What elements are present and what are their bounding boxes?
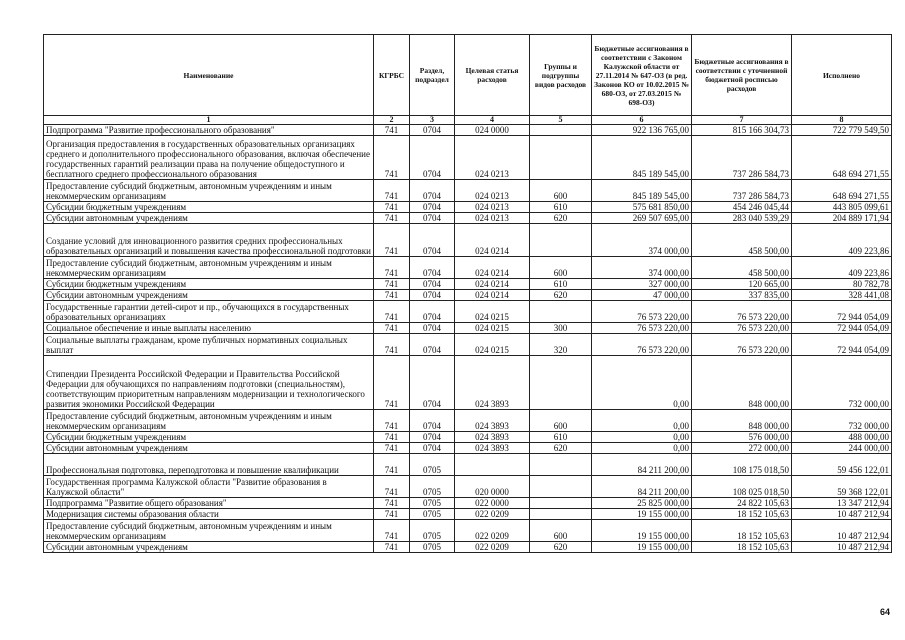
cell-cel: 022 0209	[455, 509, 530, 520]
cell-assignments-refined: 18 152 105,63	[692, 520, 792, 542]
cell-executed: 10 487 212,94	[792, 520, 892, 542]
cell-cel: 022 0209	[455, 520, 530, 542]
cell-razdel: 0705	[410, 542, 455, 553]
cell-cel: 024 0215	[455, 334, 530, 356]
cell-name: Организация предоставления в государственных образовательных организациях среднего и дополнительного профессионального образования, включая обеспечение государственных гарантий реализации права на получение общедоступного и бесплатного среднего профессионального образования	[44, 136, 374, 180]
cell-cel: 024 0213	[455, 136, 530, 180]
cell-name: Создание условий для инновационного развития средних профессиональных образовательных организаций и повышения качества профессиональной подготовки	[44, 224, 374, 257]
cell-razdel: 0705	[410, 454, 455, 476]
cell-cel: 022 0209	[455, 542, 530, 553]
cell-razdel: 0704	[410, 323, 455, 334]
cell-assignments-refined: 458 500,00	[692, 224, 792, 257]
table-row	[44, 257, 892, 279]
cell-kgrbs: 741	[374, 454, 410, 476]
cell-executed: 443 805 099,61	[792, 202, 892, 213]
cell-kgrbs: 741	[374, 257, 410, 279]
cell-cel: 022 0000	[455, 498, 530, 509]
col-number: 6	[592, 116, 692, 125]
cell-vid: 600	[530, 257, 592, 279]
cell-assignments-refined: 737 286 584,73	[692, 136, 792, 180]
cell-vid: 620	[530, 443, 592, 454]
cell-cel: 024 3893	[455, 356, 530, 410]
cell-name: Подпрограмма "Развитие профессионального образования"	[44, 125, 374, 136]
cell-assignments-refined: 283 040 539,29	[692, 213, 792, 224]
cell-executed: 244 000,00	[792, 443, 892, 454]
cell-kgrbs: 741	[374, 334, 410, 356]
cell-executed: 409 223,86	[792, 224, 892, 257]
cell-cel: 024 0213	[455, 213, 530, 224]
cell-name: Предоставление субсидий бюджетным, автономным учреждениям и иным некоммерческим организациям	[44, 180, 374, 202]
cell-executed: 732 000,00	[792, 356, 892, 410]
cell-assignments-law: 19 155 000,00	[592, 509, 692, 520]
cell-kgrbs: 741	[374, 542, 410, 553]
col-header-assignments-law: Бюджетные ассигнования в соответствии с Законом Калужской области от 27.11.2014 № 647-ОЗ (в ред. Законов КО от 10.02.2015 № 680-ОЗ, от 27.03.2015 № 698-ОЗ)	[592, 35, 692, 116]
cell-vid	[530, 498, 592, 509]
cell-executed: 204 889 171,94	[792, 213, 892, 224]
table-row	[44, 202, 892, 213]
cell-vid	[530, 476, 592, 498]
cell-razdel: 0704	[410, 279, 455, 290]
cell-vid	[530, 454, 592, 476]
col-header-assignments-refined: Бюджетные ассигнования в соответствии с уточненной бюджетной росписью расходов	[692, 35, 792, 116]
cell-cel: 024 0215	[455, 323, 530, 334]
cell-name: Модернизация системы образования области	[44, 509, 374, 520]
cell-executed: 59 368 122,01	[792, 476, 892, 498]
cell-vid: 610	[530, 279, 592, 290]
cell-assignments-refined: 272 000,00	[692, 443, 792, 454]
cell-vid	[530, 301, 592, 323]
cell-kgrbs: 741	[374, 520, 410, 542]
cell-cel: 024 0214	[455, 290, 530, 301]
cell-razdel: 0704	[410, 136, 455, 180]
cell-assignments-law: 374 000,00	[592, 224, 692, 257]
cell-name: Предоставление субсидий бюджетным, автономным учреждениям и иным некоммерческим организациям	[44, 410, 374, 432]
col-header-razdel: Раздел, подраздел	[410, 35, 455, 116]
cell-cel: 020 0000	[455, 476, 530, 498]
cell-name: Субсидии бюджетным учреждениям	[44, 202, 374, 213]
cell-name: Субсидии автономным учреждениям	[44, 542, 374, 553]
table-row	[44, 224, 892, 257]
budget-document	[43, 34, 891, 553]
cell-assignments-law: 19 155 000,00	[592, 542, 692, 553]
cell-cel: 024 0000	[455, 125, 530, 136]
cell-kgrbs: 741	[374, 410, 410, 432]
col-number: 1	[44, 116, 374, 125]
cell-razdel: 0704	[410, 443, 455, 454]
table-row	[44, 443, 892, 454]
table-row	[44, 476, 892, 498]
cell-kgrbs: 741	[374, 509, 410, 520]
cell-assignments-law: 84 211 200,00	[592, 476, 692, 498]
cell-razdel: 0704	[410, 202, 455, 213]
cell-assignments-law: 76 573 220,00	[592, 334, 692, 356]
cell-kgrbs: 741	[374, 356, 410, 410]
cell-assignments-law: 922 136 765,00	[592, 125, 692, 136]
cell-executed: 59 456 122,01	[792, 454, 892, 476]
cell-name: Предоставление субсидий бюджетным, автономным учреждениям и иным некоммерческим организациям	[44, 520, 374, 542]
cell-razdel: 0704	[410, 257, 455, 279]
cell-kgrbs: 741	[374, 213, 410, 224]
cell-razdel: 0704	[410, 180, 455, 202]
table-body	[44, 125, 892, 553]
cell-kgrbs: 741	[374, 202, 410, 213]
cell-vid	[530, 125, 592, 136]
cell-executed: 722 779 549,50	[792, 125, 892, 136]
table-row	[44, 520, 892, 542]
cell-executed: 409 223,86	[792, 257, 892, 279]
column-number-row	[44, 116, 892, 125]
table-row	[44, 410, 892, 432]
cell-vid: 300	[530, 323, 592, 334]
cell-executed: 72 944 054,09	[792, 334, 892, 356]
cell-assignments-refined: 815 166 304,73	[692, 125, 792, 136]
cell-kgrbs: 741	[374, 323, 410, 334]
cell-vid	[530, 136, 592, 180]
table-row	[44, 125, 892, 136]
cell-cel: 024 0213	[455, 180, 530, 202]
cell-vid	[530, 356, 592, 410]
cell-assignments-refined: 108 175 018,50	[692, 454, 792, 476]
cell-assignments-refined: 337 835,00	[692, 290, 792, 301]
col-number: 3	[410, 116, 455, 125]
cell-vid: 600	[530, 180, 592, 202]
cell-assignments-law: 269 507 695,00	[592, 213, 692, 224]
cell-cel: 024 0213	[455, 202, 530, 213]
cell-razdel: 0704	[410, 334, 455, 356]
cell-name: Социальное обеспечение и иные выплаты населению	[44, 323, 374, 334]
cell-vid	[530, 509, 592, 520]
cell-assignments-law: 845 189 545,00	[592, 136, 692, 180]
table-row	[44, 454, 892, 476]
cell-executed: 732 000,00	[792, 410, 892, 432]
cell-executed: 328 441,08	[792, 290, 892, 301]
cell-cel: 024 0214	[455, 257, 530, 279]
cell-name: Государственные гарантии детей-сирот и пр., обучающихся в государственных образовательных организациях	[44, 301, 374, 323]
cell-vid: 610	[530, 432, 592, 443]
cell-assignments-law: 19 155 000,00	[592, 520, 692, 542]
cell-assignments-refined: 24 822 105,63	[692, 498, 792, 509]
cell-razdel: 0705	[410, 509, 455, 520]
cell-kgrbs: 741	[374, 443, 410, 454]
table-row	[44, 213, 892, 224]
cell-cel: 024 3893	[455, 432, 530, 443]
cell-assignments-law: 845 189 545,00	[592, 180, 692, 202]
col-header-name: Наименование	[44, 35, 374, 116]
table-row	[44, 323, 892, 334]
cell-assignments-law: 47 000,00	[592, 290, 692, 301]
cell-kgrbs: 741	[374, 125, 410, 136]
cell-razdel: 0704	[410, 213, 455, 224]
cell-assignments-refined: 458 500,00	[692, 257, 792, 279]
cell-executed: 80 782,78	[792, 279, 892, 290]
cell-assignments-law: 374 000,00	[592, 257, 692, 279]
table-row	[44, 279, 892, 290]
table-row	[44, 301, 892, 323]
cell-vid	[530, 224, 592, 257]
cell-name: Субсидии бюджетным учреждениям	[44, 432, 374, 443]
cell-assignments-law: 76 573 220,00	[592, 301, 692, 323]
table-row	[44, 498, 892, 509]
page-number: 64	[880, 607, 891, 617]
cell-cel	[455, 454, 530, 476]
cell-name: Субсидии автономным учреждениям	[44, 290, 374, 301]
cell-assignments-refined: 737 286 584,73	[692, 180, 792, 202]
cell-assignments-law: 84 211 200,00	[592, 454, 692, 476]
cell-assignments-refined: 848 000,00	[692, 356, 792, 410]
cell-razdel: 0704	[410, 432, 455, 443]
cell-vid: 620	[530, 213, 592, 224]
cell-cel: 024 0214	[455, 279, 530, 290]
cell-executed: 648 694 271,55	[792, 180, 892, 202]
table-row	[44, 290, 892, 301]
col-header-kgrbs: КГРБС	[374, 35, 410, 116]
cell-assignments-refined: 18 152 105,63	[692, 509, 792, 520]
cell-assignments-law: 76 573 220,00	[592, 323, 692, 334]
cell-name: Подпрограмма "Развитие общего образования"	[44, 498, 374, 509]
cell-assignments-law: 0,00	[592, 443, 692, 454]
col-header-cel: Целевая статья расходов	[455, 35, 530, 116]
cell-razdel: 0705	[410, 476, 455, 498]
table-row	[44, 509, 892, 520]
cell-kgrbs: 741	[374, 498, 410, 509]
col-number: 4	[455, 116, 530, 125]
cell-assignments-refined: 76 573 220,00	[692, 301, 792, 323]
col-number: 7	[692, 116, 792, 125]
table-row	[44, 356, 892, 410]
cell-kgrbs: 741	[374, 301, 410, 323]
cell-name: Государственная программа Калужской области "Развитие образования в Калужской области"	[44, 476, 374, 498]
cell-assignments-law: 575 681 850,00	[592, 202, 692, 213]
cell-razdel: 0705	[410, 520, 455, 542]
cell-assignments-refined: 76 573 220,00	[692, 334, 792, 356]
table-row	[44, 136, 892, 180]
cell-cel: 024 3893	[455, 443, 530, 454]
col-header-executed: Исполнено	[792, 35, 892, 116]
col-header-vid: Группы и подгруппы видов расходов	[530, 35, 592, 116]
cell-razdel: 0704	[410, 301, 455, 323]
col-number: 8	[792, 116, 892, 125]
cell-assignments-law: 0,00	[592, 356, 692, 410]
table-row	[44, 542, 892, 553]
cell-cel: 024 0214	[455, 224, 530, 257]
cell-assignments-law: 0,00	[592, 432, 692, 443]
cell-vid: 320	[530, 334, 592, 356]
cell-executed: 72 944 054,09	[792, 323, 892, 334]
budget-table	[43, 34, 892, 553]
cell-executed: 13 347 212,94	[792, 498, 892, 509]
col-number: 2	[374, 116, 410, 125]
cell-assignments-refined: 18 152 105,63	[692, 542, 792, 553]
cell-vid: 620	[530, 542, 592, 553]
table-row	[44, 432, 892, 443]
cell-razdel: 0704	[410, 410, 455, 432]
cell-kgrbs: 741	[374, 290, 410, 301]
cell-assignments-law: 25 825 000,00	[592, 498, 692, 509]
table-row	[44, 334, 892, 356]
cell-name: Предоставление субсидий бюджетным, автономным учреждениям и иным некоммерческим организациям	[44, 257, 374, 279]
cell-cel: 024 0215	[455, 301, 530, 323]
cell-name: Профессиональная подготовка, переподготовка и повышение квалификации	[44, 454, 374, 476]
cell-executed: 10 487 212,94	[792, 542, 892, 553]
cell-name: Субсидии автономным учреждениям	[44, 443, 374, 454]
cell-assignments-refined: 848 000,00	[692, 410, 792, 432]
cell-razdel: 0704	[410, 224, 455, 257]
cell-executed: 648 694 271,55	[792, 136, 892, 180]
cell-executed: 10 487 212,94	[792, 509, 892, 520]
cell-name: Социальные выплаты гражданам, кроме публичных нормативных социальных выплат	[44, 334, 374, 356]
cell-name: Стипендии Президента Российской Федерации и Правительства Российской Федерации для обучающихся по направлениям подготовки (специальностям), соответствующим приоритетным направлениям модернизации и технологического развития экономики Российской Федерации	[44, 356, 374, 410]
cell-vid: 620	[530, 290, 592, 301]
cell-vid: 600	[530, 410, 592, 432]
cell-kgrbs: 741	[374, 476, 410, 498]
cell-kgrbs: 741	[374, 279, 410, 290]
cell-kgrbs: 741	[374, 224, 410, 257]
cell-assignments-refined: 576 000,00	[692, 432, 792, 443]
cell-kgrbs: 741	[374, 432, 410, 443]
cell-kgrbs: 741	[374, 180, 410, 202]
cell-assignments-refined: 108 025 018,50	[692, 476, 792, 498]
cell-cel: 024 3893	[455, 410, 530, 432]
cell-vid: 600	[530, 520, 592, 542]
cell-razdel: 0704	[410, 356, 455, 410]
cell-razdel: 0704	[410, 125, 455, 136]
cell-assignments-law: 327 000,00	[592, 279, 692, 290]
cell-kgrbs: 741	[374, 136, 410, 180]
cell-name: Субсидии автономным учреждениям	[44, 213, 374, 224]
cell-vid: 610	[530, 202, 592, 213]
cell-name: Субсидии бюджетным учреждениям	[44, 279, 374, 290]
cell-assignments-refined: 454 246 045,44	[692, 202, 792, 213]
cell-razdel: 0704	[410, 290, 455, 301]
cell-razdel: 0705	[410, 498, 455, 509]
table-row	[44, 180, 892, 202]
cell-executed: 488 000,00	[792, 432, 892, 443]
cell-assignments-refined: 76 573 220,00	[692, 323, 792, 334]
col-number: 5	[530, 116, 592, 125]
cell-executed: 72 944 054,09	[792, 301, 892, 323]
cell-assignments-law: 0,00	[592, 410, 692, 432]
header-row	[44, 35, 892, 116]
cell-assignments-refined: 120 665,00	[692, 279, 792, 290]
